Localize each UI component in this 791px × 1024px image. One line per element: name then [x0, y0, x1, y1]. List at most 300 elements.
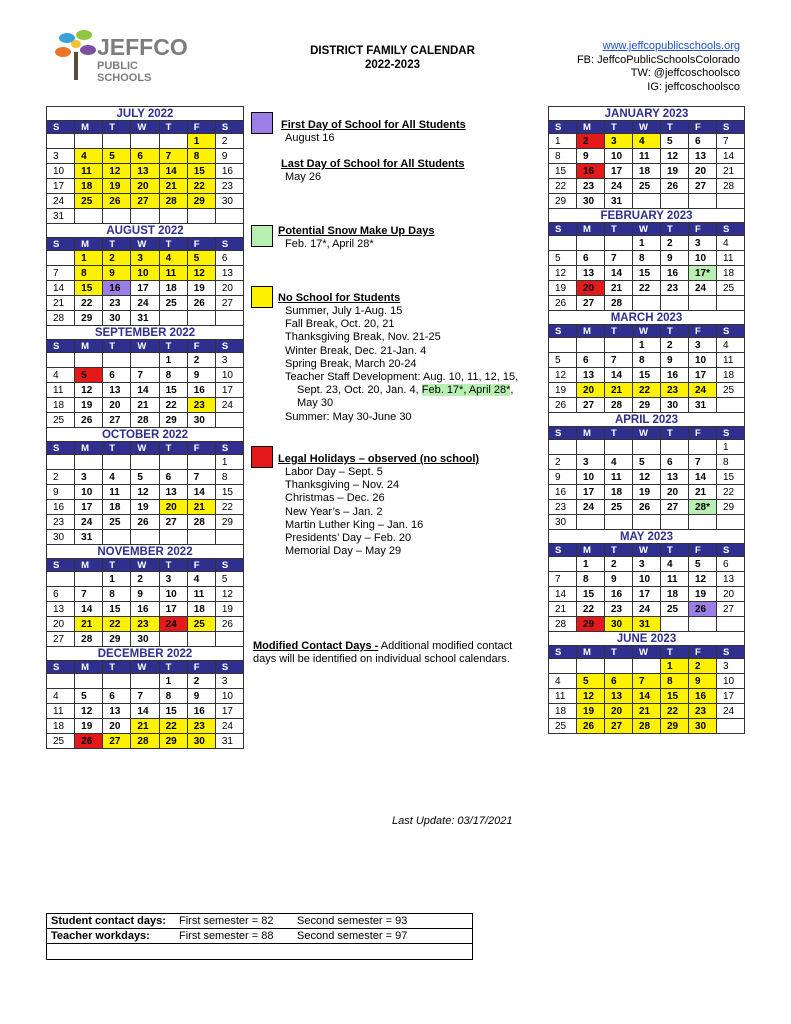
day-cell: 1	[633, 338, 661, 353]
weekday-label: S	[717, 646, 745, 659]
day-cell	[215, 209, 243, 224]
week-row	[47, 470, 244, 485]
day-cell: 7	[633, 674, 661, 689]
day-cell: 17	[215, 383, 243, 398]
week-row	[47, 251, 244, 266]
totals-row	[47, 914, 473, 929]
day-cell: 31	[215, 734, 243, 749]
day-cell	[549, 557, 577, 572]
week-row	[549, 338, 745, 353]
day-cell: 2	[103, 251, 131, 266]
day-cell: 28	[549, 617, 577, 632]
weekday-label: S	[215, 442, 243, 455]
day-cell: 27	[47, 632, 75, 647]
day-cell: 19	[75, 719, 103, 734]
totals-row	[47, 929, 473, 944]
weekday-label: M	[75, 238, 103, 251]
day-cell: 21	[717, 164, 745, 179]
day-cell: 12	[103, 164, 131, 179]
day-cell	[605, 338, 633, 353]
day-cell: 10	[605, 149, 633, 164]
day-cell: 10	[689, 251, 717, 266]
day-cell: 24	[47, 194, 75, 209]
holidays-list	[285, 466, 423, 558]
day-cell: 14	[633, 689, 661, 704]
totals-second: Second semester = 97	[293, 929, 473, 944]
day-cell: 23	[47, 515, 75, 530]
calendar-title	[280, 44, 505, 72]
day-cell: 14	[131, 383, 159, 398]
day-cell	[633, 194, 661, 209]
day-cell	[717, 515, 745, 530]
day-cell: 27	[131, 194, 159, 209]
day-cell: 19	[131, 500, 159, 515]
holidays-heading: Legal Holidays – observed (no school)	[278, 453, 480, 465]
day-cell: 16	[215, 164, 243, 179]
totals-label: Teacher workdays:	[47, 929, 176, 944]
day-cell: 29	[187, 194, 215, 209]
day-cell: 18	[187, 602, 215, 617]
day-cell: 22	[159, 398, 187, 413]
day-cell: 19	[75, 398, 103, 413]
last-day-heading: Last Day of School for All Students	[281, 158, 465, 170]
holiday-item: Memorial Day – May 29	[285, 545, 402, 558]
day-cell: 14	[717, 149, 745, 164]
weekday-label: M	[75, 340, 103, 353]
day-cell	[549, 440, 577, 455]
weekday-label: M	[75, 442, 103, 455]
weekday-label: W	[131, 661, 159, 674]
weekday-header-row	[549, 544, 745, 557]
day-cell: 22	[549, 179, 577, 194]
day-cell: 13	[577, 266, 605, 281]
week-row	[47, 500, 244, 515]
weekday-label: F	[689, 223, 717, 236]
day-cell: 28	[131, 734, 159, 749]
day-cell: 10	[633, 572, 661, 587]
day-cell: 27	[577, 398, 605, 413]
day-cell: 4	[47, 689, 75, 704]
day-cell: 22	[633, 383, 661, 398]
day-cell: 12	[577, 689, 605, 704]
instagram-handle: IG: jeffcoschoolsco	[647, 80, 740, 93]
week-row	[549, 281, 745, 296]
day-cell: 23	[605, 602, 633, 617]
day-cell	[75, 353, 103, 368]
week-row	[47, 134, 244, 149]
day-cell: 2	[47, 470, 75, 485]
day-cell: 18	[47, 398, 75, 413]
weekday-label: T	[661, 223, 689, 236]
first-day-text: August 16	[285, 132, 335, 144]
weekday-label: T	[159, 661, 187, 674]
day-cell: 1	[187, 134, 215, 149]
last-update: Last Update: 03/17/2021	[392, 815, 513, 827]
week-row	[47, 149, 244, 164]
day-cell: 8	[633, 353, 661, 368]
day-cell: 23	[187, 719, 215, 734]
day-cell: 2	[605, 557, 633, 572]
day-cell: 11	[75, 164, 103, 179]
day-cell: 28*	[689, 500, 717, 515]
day-cell: 26	[689, 602, 717, 617]
day-cell: 18	[717, 266, 745, 281]
holiday-item: New Year’s – Jan. 2	[285, 505, 383, 518]
weekday-label: W	[633, 427, 661, 440]
day-cell: 29	[549, 194, 577, 209]
day-cell: 24	[717, 704, 745, 719]
holiday-item: Presidents’ Day – Feb. 20	[285, 532, 412, 545]
day-cell: 13	[103, 704, 131, 719]
day-cell	[633, 515, 661, 530]
month-name: JANUARY 2023	[549, 107, 745, 121]
week-row	[549, 134, 745, 149]
weekday-label: S	[47, 238, 75, 251]
month-name: JULY 2022	[47, 107, 244, 121]
day-cell: 3	[47, 149, 75, 164]
day-cell: 6	[689, 134, 717, 149]
week-row	[549, 602, 745, 617]
day-cell: 22	[577, 602, 605, 617]
day-cell: 13	[159, 485, 187, 500]
weekday-label: F	[187, 442, 215, 455]
weekday-label: S	[549, 544, 577, 557]
day-cell: 5	[215, 572, 243, 587]
day-cell: 10	[215, 689, 243, 704]
day-cell: 18	[661, 587, 689, 602]
day-cell: 13	[131, 164, 159, 179]
tsd-line-2a: Sept. 23, Oct. 20, Jan. 4,	[297, 384, 422, 397]
day-cell: 11	[187, 587, 215, 602]
week-row	[549, 353, 745, 368]
day-cell	[47, 134, 75, 149]
week-row	[47, 617, 244, 632]
day-cell	[633, 659, 661, 674]
day-cell: 3	[577, 455, 605, 470]
day-cell: 1	[159, 353, 187, 368]
day-cell: 26	[661, 179, 689, 194]
day-cell: 1	[159, 674, 187, 689]
day-cell: 15	[187, 164, 215, 179]
day-cell: 11	[661, 572, 689, 587]
month-name: MAY 2023	[549, 530, 745, 544]
day-cell: 25	[549, 719, 577, 734]
day-cell: 17	[633, 587, 661, 602]
day-cell: 13	[215, 266, 243, 281]
holiday-item: Thanksgiving – Nov. 24	[285, 479, 400, 492]
day-cell: 17	[75, 500, 103, 515]
day-cell: 31	[47, 209, 75, 224]
month-header-row	[549, 632, 745, 646]
day-cell: 8	[215, 470, 243, 485]
weekday-label: S	[549, 121, 577, 134]
day-cell: 27	[717, 602, 745, 617]
day-cell: 5	[131, 470, 159, 485]
day-cell: 6	[661, 455, 689, 470]
day-cell: 1	[717, 440, 745, 455]
day-cell: 28	[159, 194, 187, 209]
weekday-label: S	[717, 427, 745, 440]
day-cell: 8	[661, 674, 689, 689]
day-cell: 7	[47, 266, 75, 281]
day-cell: 10	[577, 470, 605, 485]
day-cell: 31	[633, 617, 661, 632]
day-cell: 21	[131, 398, 159, 413]
week-row	[47, 485, 244, 500]
week-row	[549, 455, 745, 470]
week-row	[549, 617, 745, 632]
day-cell: 16	[187, 383, 215, 398]
day-cell: 1	[549, 134, 577, 149]
day-cell: 17	[577, 485, 605, 500]
weekday-label: W	[131, 442, 159, 455]
day-cell: 26	[633, 500, 661, 515]
day-cell: 29	[633, 398, 661, 413]
day-cell: 25	[159, 296, 187, 311]
day-cell	[103, 530, 131, 545]
day-cell: 20	[689, 164, 717, 179]
day-cell: 17	[159, 602, 187, 617]
week-row	[47, 398, 244, 413]
weekday-label: T	[605, 121, 633, 134]
day-cell	[661, 194, 689, 209]
day-cell	[577, 659, 605, 674]
weekday-label: T	[103, 121, 131, 134]
day-cell: 6	[577, 353, 605, 368]
day-cell: 15	[717, 470, 745, 485]
day-cell: 15	[159, 704, 187, 719]
modified-heading: Modified Contact Days -	[253, 640, 379, 652]
weekday-label: S	[215, 559, 243, 572]
day-cell: 24	[215, 398, 243, 413]
day-cell: 19	[187, 281, 215, 296]
week-row	[549, 674, 745, 689]
week-row	[47, 368, 244, 383]
day-cell: 21	[549, 602, 577, 617]
day-cell: 11	[717, 353, 745, 368]
day-cell: 4	[717, 338, 745, 353]
day-cell: 8	[103, 587, 131, 602]
day-cell: 21	[75, 617, 103, 632]
day-cell: 13	[717, 572, 745, 587]
day-cell: 24	[131, 296, 159, 311]
day-cell: 5	[75, 689, 103, 704]
week-row	[549, 500, 745, 515]
month-header-row	[549, 209, 745, 223]
day-cell: 9	[549, 470, 577, 485]
day-cell: 28	[131, 413, 159, 428]
day-cell: 1	[75, 251, 103, 266]
no-school-heading: No School for Students	[278, 292, 401, 304]
day-cell: 4	[47, 368, 75, 383]
day-cell: 12	[187, 266, 215, 281]
day-cell: 2	[661, 338, 689, 353]
totals-row	[47, 944, 473, 960]
day-cell: 5	[577, 674, 605, 689]
day-cell	[131, 353, 159, 368]
weekday-label: W	[131, 559, 159, 572]
day-cell: 6	[215, 251, 243, 266]
week-row	[549, 470, 745, 485]
week-row	[47, 572, 244, 587]
day-cell: 5	[661, 134, 689, 149]
weekday-label: T	[661, 646, 689, 659]
week-row	[47, 296, 244, 311]
day-cell: 2	[549, 455, 577, 470]
day-cell: 29	[577, 617, 605, 632]
day-cell: 10	[159, 587, 187, 602]
day-cell: 27	[577, 296, 605, 311]
day-cell: 21	[47, 296, 75, 311]
day-cell: 22	[103, 617, 131, 632]
day-cell: 23	[661, 383, 689, 398]
day-cell: 20	[577, 383, 605, 398]
week-row	[47, 515, 244, 530]
day-cell: 7	[131, 689, 159, 704]
day-cell: 3	[689, 236, 717, 251]
day-cell: 12	[689, 572, 717, 587]
logo-name: JEFFCO	[97, 34, 188, 60]
day-cell: 17	[605, 164, 633, 179]
week-row	[549, 398, 745, 413]
day-cell: 9	[131, 587, 159, 602]
month-header-row	[47, 647, 244, 661]
logo-subtitle: PUBLIC SCHOOLS	[97, 60, 152, 84]
day-cell	[215, 311, 243, 326]
day-cell	[215, 632, 243, 647]
day-cell	[717, 719, 745, 734]
day-cell: 22	[215, 500, 243, 515]
week-row	[47, 266, 244, 281]
day-cell: 19	[689, 587, 717, 602]
day-cell	[215, 530, 243, 545]
day-cell: 14	[75, 602, 103, 617]
week-row	[549, 194, 745, 209]
day-cell: 14	[131, 704, 159, 719]
weekday-label: S	[717, 544, 745, 557]
day-cell: 23	[661, 281, 689, 296]
day-cell: 15	[215, 485, 243, 500]
day-cell	[131, 455, 159, 470]
weekday-header-row	[549, 223, 745, 236]
weekday-label: T	[661, 325, 689, 338]
weekday-label: F	[689, 646, 717, 659]
day-cell: 16	[103, 281, 131, 296]
week-row	[47, 719, 244, 734]
day-cell: 23	[577, 179, 605, 194]
modified-text-2: days will be identified on individual school calendars.	[253, 653, 510, 666]
day-cell: 24	[159, 617, 187, 632]
day-cell: 21	[131, 719, 159, 734]
day-cell: 9	[689, 674, 717, 689]
day-cell: 26	[75, 413, 103, 428]
weekday-label: M	[577, 646, 605, 659]
day-cell: 4	[187, 572, 215, 587]
day-cell: 20	[577, 281, 605, 296]
day-cell: 25	[717, 383, 745, 398]
week-row	[47, 455, 244, 470]
month-name: DECEMBER 2022	[47, 647, 244, 661]
weekday-label: F	[689, 325, 717, 338]
website-link[interactable]: www.jeffcopublicschools.org	[602, 40, 740, 52]
day-cell: 2	[577, 134, 605, 149]
day-cell	[131, 674, 159, 689]
day-cell: 30	[47, 530, 75, 545]
week-row	[47, 530, 244, 545]
weekday-label: W	[131, 238, 159, 251]
day-cell: 21	[187, 500, 215, 515]
day-cell: 21	[633, 704, 661, 719]
day-cell	[131, 530, 159, 545]
day-cell: 9	[103, 266, 131, 281]
week-row	[549, 704, 745, 719]
weekday-header-row	[47, 340, 244, 353]
weekday-header-row	[549, 427, 745, 440]
day-cell: 14	[549, 587, 577, 602]
weekday-label: T	[159, 442, 187, 455]
day-cell: 25	[187, 617, 215, 632]
day-cell: 30	[187, 734, 215, 749]
day-cell: 19	[549, 383, 577, 398]
day-cell	[159, 134, 187, 149]
holiday-item: Labor Day – Sept. 5	[285, 466, 383, 478]
day-cell: 13	[47, 602, 75, 617]
day-cell: 6	[605, 674, 633, 689]
day-cell: 28	[187, 515, 215, 530]
day-cell: 20	[717, 587, 745, 602]
day-cell: 24	[577, 500, 605, 515]
week-row	[47, 689, 244, 704]
weekday-header-row	[549, 646, 745, 659]
day-cell	[47, 353, 75, 368]
day-cell: 22	[633, 281, 661, 296]
weekday-label: T	[103, 442, 131, 455]
day-cell: 16	[187, 704, 215, 719]
day-cell: 7	[187, 470, 215, 485]
week-row	[47, 674, 244, 689]
day-cell: 10	[131, 266, 159, 281]
day-cell: 18	[47, 719, 75, 734]
day-cell: 9	[661, 251, 689, 266]
day-cell	[717, 296, 745, 311]
day-cell: 7	[605, 251, 633, 266]
day-cell: 6	[717, 557, 745, 572]
weekday-label: T	[661, 544, 689, 557]
day-cell: 17*	[689, 266, 717, 281]
day-cell: 12	[549, 368, 577, 383]
day-cell: 18	[605, 485, 633, 500]
day-cell	[661, 617, 689, 632]
week-row	[549, 587, 745, 602]
day-cell: 18	[75, 179, 103, 194]
day-cell: 25	[75, 194, 103, 209]
day-cell: 12	[75, 383, 103, 398]
holiday-swatch	[251, 446, 273, 468]
weekday-label: M	[577, 223, 605, 236]
week-row	[47, 179, 244, 194]
day-cell: 24	[605, 179, 633, 194]
month-header-row	[549, 107, 745, 121]
day-cell: 20	[103, 398, 131, 413]
day-cell: 1	[633, 236, 661, 251]
day-cell: 19	[549, 281, 577, 296]
week-row	[549, 485, 745, 500]
day-cell: 24	[215, 719, 243, 734]
month-name: MARCH 2023	[549, 311, 745, 325]
day-cell	[75, 209, 103, 224]
snow-text: Feb. 17*, April 28*	[285, 238, 374, 250]
day-cell	[103, 455, 131, 470]
